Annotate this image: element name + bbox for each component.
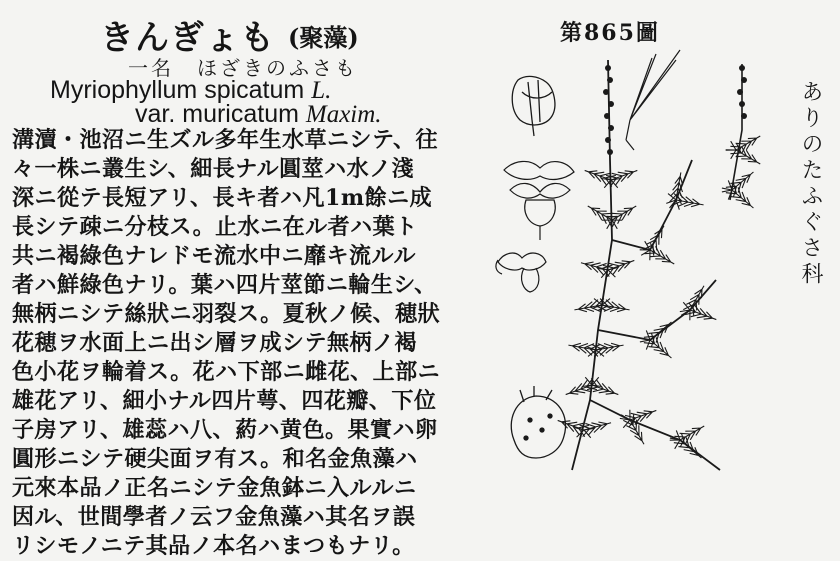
flower-detail-icon	[512, 76, 555, 136]
fruit-bud-detail-icon	[496, 253, 546, 292]
alternate-name: 一名 ほざきのふさも	[128, 56, 358, 80]
scientific-name-line-2	[135, 100, 382, 129]
description-line: 元來本品ノ正名ニシテ金魚鉢ニ入ルルニ	[12, 475, 417, 501]
figure-number: 第865圖	[560, 20, 660, 46]
species-title-kana: きんぎょも	[100, 18, 275, 58]
description-line: 花穂ヲ水面上ニ出シ層ヲ成シテ無柄ノ褐	[12, 330, 418, 356]
flower-spike-icon	[603, 65, 747, 155]
scientific-author: L.	[311, 77, 332, 104]
description-line: 深ニ從テ長短アリ、長キ者ハ凡1m餘ニ成	[12, 185, 433, 211]
description-line: リシモノニテ其品ノ本名ハまつもナリ。	[12, 533, 415, 559]
plant-family-label: ありのたふぐさ科	[798, 80, 823, 288]
description-line: 圓形ニシテ硬尖面ヲ有ス。和名金魚藻ハ	[12, 446, 418, 472]
variety-author: Maxim.	[305, 101, 382, 128]
description-line: 雄花アリ、細小ナル四片萼、四花瓣、下位	[12, 388, 437, 414]
fruit-detail-icon	[511, 386, 565, 458]
description-line: 共ニ褐綠色ナレドモ流水中ニ靡キ流ルル	[12, 243, 417, 269]
description-text	[12, 126, 482, 561]
description-line: 長シテ疎ニ分枝ス。止水ニ在ル者ハ葉ト	[12, 214, 418, 240]
leaf-segment-detail-icon	[626, 50, 680, 150]
species-title-kanji: (聚藻)	[288, 23, 359, 52]
description-line: 者ハ鮮綠色ナリ。葉ハ四片莖節ニ輪生シ、	[12, 272, 437, 298]
description-line: 無柄ニシテ絲狀ニ羽裂ス。夏秋ノ候、穂狀	[12, 301, 441, 327]
description-line: 々一株ニ叢生シ、細長ナル圓莖ハ水ノ淺	[12, 156, 415, 182]
flower-whorl-detail-icon	[504, 161, 574, 240]
description-line: 色小花ヲ輪着ス。花ハ下部ニ雌花、上部ニ	[12, 359, 441, 385]
description-line: 因ル、世間學者ノ云フ金魚藻ハ其名ヲ誤	[12, 504, 416, 530]
description-line: 溝瀆・池沼ニ生ズル多年生水草ニシテ、往	[12, 127, 438, 153]
scientific-name: Myriophyllum spicatum	[50, 76, 305, 104]
botanical-illustration	[480, 40, 800, 490]
variety-name: var. muricatum	[135, 100, 299, 128]
description-line: 子房アリ、雄蕊ハ八、葯ハ黄色。果實ハ卵	[12, 417, 438, 443]
